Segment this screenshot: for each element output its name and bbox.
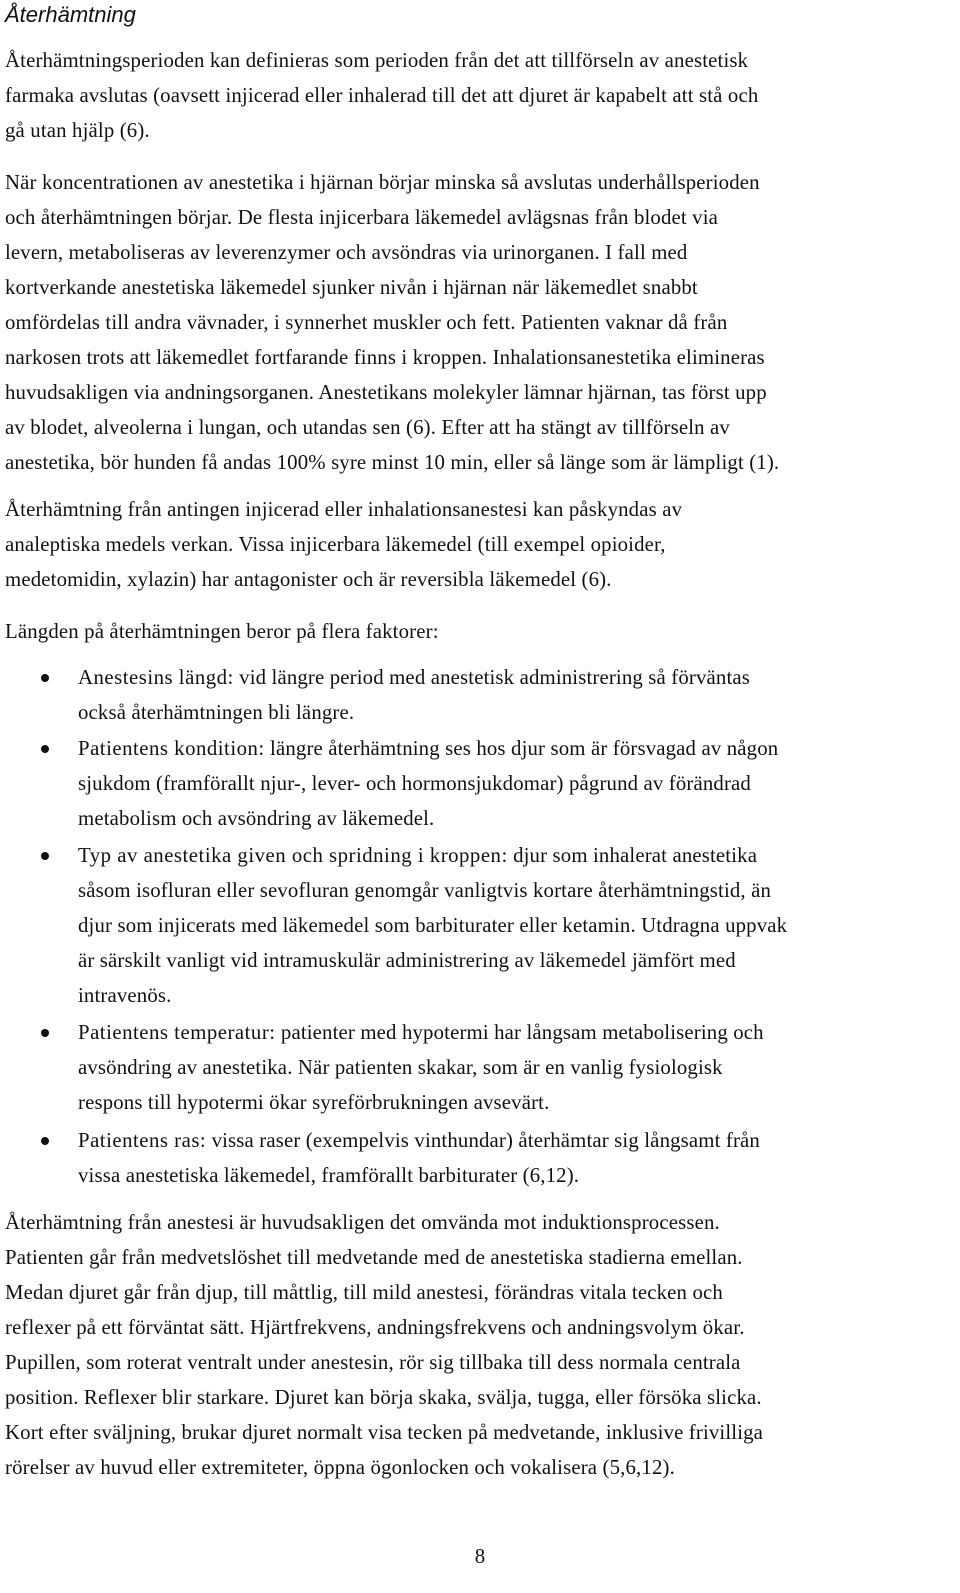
text-line: sjukdom (framförallt njur-, lever- och hormonsjukdomar) pågrund av förändrad [78, 772, 751, 795]
text-line: kortverkande anestetiska läkemedel sjunker nivån i hjärnan när läkemedlet snabbt [5, 276, 698, 299]
text-line [78, 1123, 958, 1158]
text-line: intravenös. [78, 984, 172, 1007]
text-line: farmaka avslutas (oavsett injicerad eller inhalerad till det att djuret är kapabelt att stå och [5, 84, 759, 107]
text-line: När koncentrationen av anestetika i hjärnan börjar minska så avslutas underhållsperioden [5, 171, 760, 194]
text-line: metabolism och avsöndring av läkemedel. [78, 807, 435, 830]
bullet-icon [41, 1137, 49, 1145]
factor-term: Patientens kondition: [78, 737, 265, 760]
text-line: av blodet, alveolerna i lungan, och utandas sen (6). Efter att ha stängt av tillförseln av [5, 416, 730, 439]
text-line: vissa anestetiska läkemedel, framförallt barbiturater (6,12). [78, 1164, 580, 1187]
bullet-icon [41, 674, 49, 682]
text-line: analeptiska medels verkan. Vissa injicerbara läkemedel (till exempel opioider, [5, 533, 666, 556]
text-line: djur som injicerats med läkemedel som barbiturater eller ketamin. Utdragna uppvak [78, 914, 788, 937]
text-line: Återhämtning från antingen injicerad eller inhalationsanestesi kan påskyndas av [5, 498, 683, 521]
text-line [78, 838, 958, 873]
list-item-text [78, 731, 958, 836]
text-line: rörelser av huvud eller extremiteter, öppna ögonlocken och vokalisera (5,6,12). [5, 1456, 675, 1479]
text-line: Medan djuret går från djup, till måttlig, till mild anestesi, förändras vitala tecken och [5, 1281, 723, 1304]
factor-term: Patientens ras: [78, 1129, 207, 1152]
text-line [78, 660, 958, 695]
text-line: position. Reflexer blir starkare. Djuret kan börja skaka, svälja, tugga, eller försöka slicka. [5, 1386, 762, 1409]
text-line: levern, metaboliseras av leverenzymer och avsöndras via urinorganen. I fall med [5, 241, 688, 264]
text-line: gå utan hjälp (6). [5, 119, 150, 142]
paragraph-reversal [5, 1205, 957, 1485]
bullet-icon [41, 1029, 49, 1037]
text-line: såsom isofluran eller sevofluran genomgår vanligtvis kortare återhämtningstid, än [78, 879, 772, 902]
text-line: narkosen trots att läkemedlet fortfarande finns i kroppen. Inhalationsanestetika elimineras [5, 346, 765, 369]
paragraph-definition [5, 43, 957, 148]
text-line: huvudsakligen via andningsorganen. Anestetikans molekyler lämnar hjärnan, tas först upp [5, 381, 767, 404]
factor-description: djur som inhalerat anestetika [507, 844, 758, 867]
paragraph-acceleration [5, 492, 957, 597]
bullet-icon [41, 852, 49, 860]
paragraph-mechanism [5, 165, 957, 480]
text-line: anestetika, bör hunden få andas 100% syre minst 10 min, eller så länge som är lämpligt (1). [5, 451, 780, 474]
section-heading: Återhämtning [5, 2, 136, 27]
text-line [78, 731, 958, 766]
text-line: Återhämtningsperioden kan definieras som perioden från det att tillförseln av anestetisk [5, 49, 749, 72]
text-line: och återhämtningen börjar. De flesta injicerbara läkemedel avlägsnas från blodet via [5, 206, 719, 229]
text-line [78, 1015, 958, 1050]
list-item-text [78, 1123, 958, 1193]
factor-term: Anestesins längd: [78, 666, 234, 689]
text-line: Återhämtning från anestesi är huvudsakligen det omvända mot induktionsprocessen. [5, 1211, 720, 1234]
factor-description: längre återhämtning ses hos djur som är försvagad av någon [264, 737, 779, 760]
text-line: omfördelas till andra vävnader, i synnerhet muskler och fett. Patienten vaknar då från [5, 311, 728, 334]
text-line: respons till hypotermi ökar syreförbrukningen avsevärt. [78, 1091, 550, 1114]
text-line: Pupillen, som roterat ventralt under anestesin, rör sig tillbaka till dess normala centrala [5, 1351, 741, 1374]
text-line: är särskilt vanligt vid intramuskulär administrering av läkemedel jämfört med [78, 949, 736, 972]
factor-term: Typ av anestetika given och spridning i kroppen: [78, 844, 508, 867]
factor-term: Patientens temperatur: [78, 1021, 276, 1044]
list-item-text [78, 660, 958, 730]
text-line: Kort efter sväljning, brukar djuret normalt visa tecken på medvetande, inklusive frivilliga [5, 1421, 764, 1444]
text-line: medetomidin, xylazin) har antagonister och är reversibla läkemedel (6). [5, 568, 612, 591]
list-item-text [78, 1015, 958, 1120]
factor-description: vissa raser (exempelvis vinthundar) återhämtar sig långsamt från [206, 1129, 760, 1152]
text-line: också återhämtningen bli längre. [78, 701, 355, 724]
page-number: 8 [474, 1545, 486, 1568]
factor-description: patienter med hypotermi har långsam metabolisering och [275, 1021, 764, 1044]
list-item-text [78, 838, 958, 1013]
factor-description: vid längre period med anestetisk administrering så förväntas [233, 666, 751, 689]
bullet-icon [41, 745, 49, 753]
text-line: avsöndring av anestetika. När patienten skakar, som är en vanlig fysiologisk [78, 1056, 723, 1079]
paragraph-factors-intro [5, 614, 957, 649]
text-line: reflexer på ett förväntat sätt. Hjärtfrekvens, andningsfrekvens och andningsvolym ökar. [5, 1316, 745, 1339]
text-line: Patienten går från medvetslöshet till medvetande med de anestetiska stadierna emellan. [5, 1246, 743, 1269]
text-line: Längden på återhämtningen beror på flera faktorer: [5, 620, 439, 643]
